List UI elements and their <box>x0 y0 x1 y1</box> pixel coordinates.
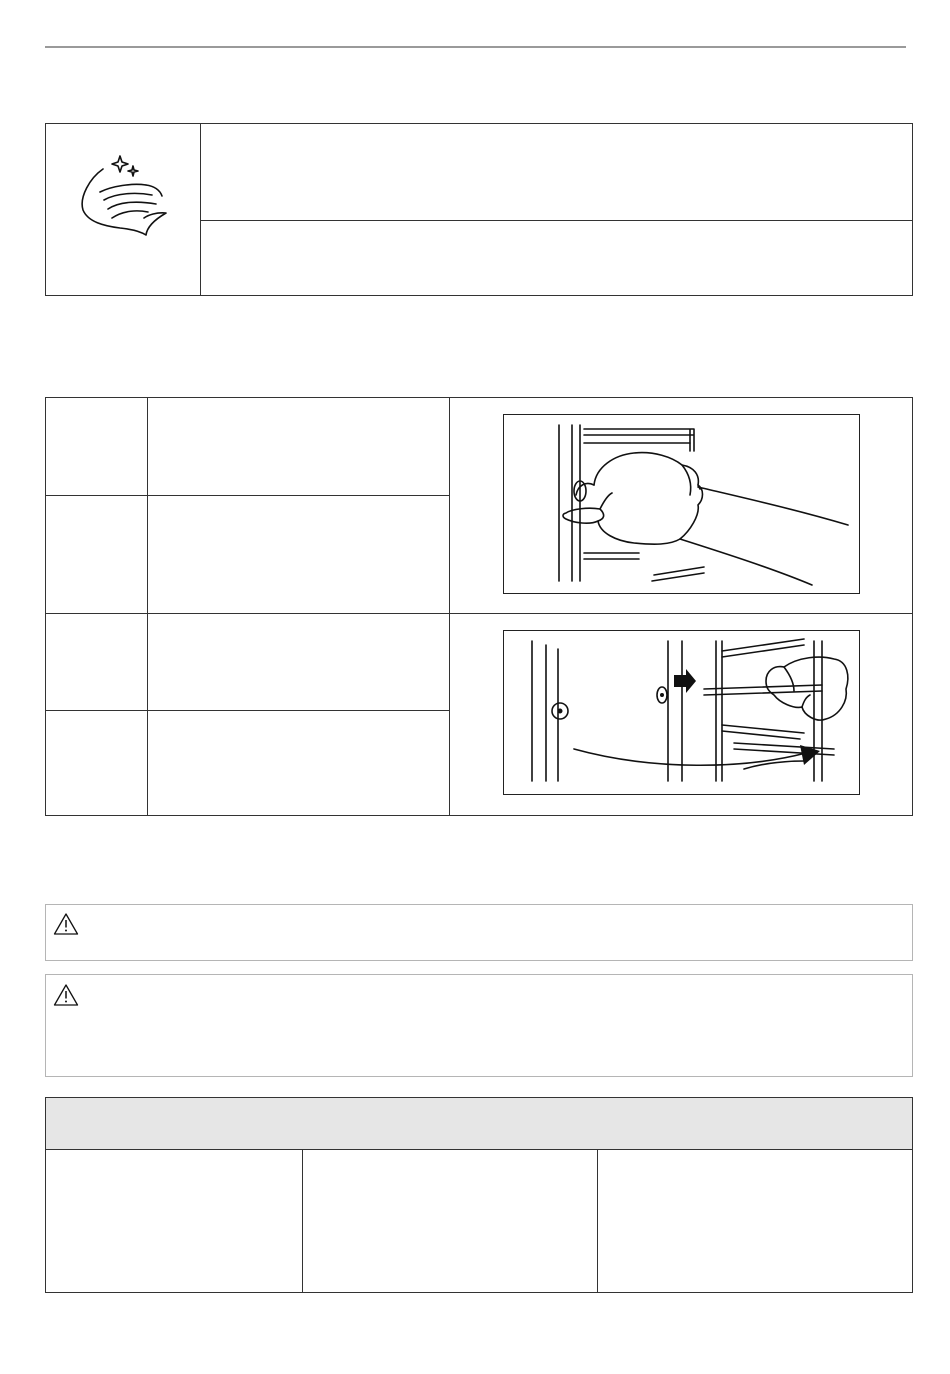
warning-text-1 <box>90 915 902 951</box>
warning-triangle-icon <box>53 912 79 936</box>
warning-triangle-icon <box>53 983 79 1007</box>
info-col-divider-2 <box>597 1149 598 1292</box>
step-text-1 <box>158 412 438 482</box>
step-number-4 <box>56 722 140 802</box>
cleaning-table <box>45 123 913 296</box>
info-table-header <box>46 1098 912 1149</box>
step-divider-1 <box>46 495 450 496</box>
step-text-4 <box>158 722 438 802</box>
step-text-2 <box>158 508 438 598</box>
step-number-1 <box>56 412 140 482</box>
info-col-3 <box>608 1160 902 1280</box>
step-number-3 <box>56 626 140 696</box>
warning-text-2 <box>90 985 902 1065</box>
remove-shelf-support-illustration <box>503 414 860 594</box>
cleaning-table-row-divider <box>201 220 912 221</box>
info-table <box>45 1097 913 1293</box>
step-number-2 <box>56 508 140 598</box>
step-divider-2 <box>46 613 912 614</box>
hand-cleaning-sparkle-icon <box>74 152 174 238</box>
cleaning-row-1 <box>216 144 896 204</box>
step-figure-divider <box>449 398 450 815</box>
info-col-2 <box>312 1160 586 1280</box>
warning-box-1 <box>45 904 913 961</box>
cleaning-table-divider <box>200 124 201 295</box>
info-col-divider-1 <box>302 1149 303 1292</box>
info-table-header-label <box>58 1114 898 1134</box>
warning-box-2 <box>45 974 913 1077</box>
step-number-divider <box>147 398 148 815</box>
top-rule <box>45 46 906 48</box>
step-divider-3 <box>46 710 450 711</box>
info-table-header-divider <box>46 1149 912 1150</box>
shelf-steps-table <box>45 397 913 816</box>
install-shelf-support-illustration <box>503 630 860 795</box>
cleaning-row-2 <box>216 236 896 286</box>
step-text-3 <box>158 626 438 696</box>
info-col-1 <box>56 1160 292 1280</box>
